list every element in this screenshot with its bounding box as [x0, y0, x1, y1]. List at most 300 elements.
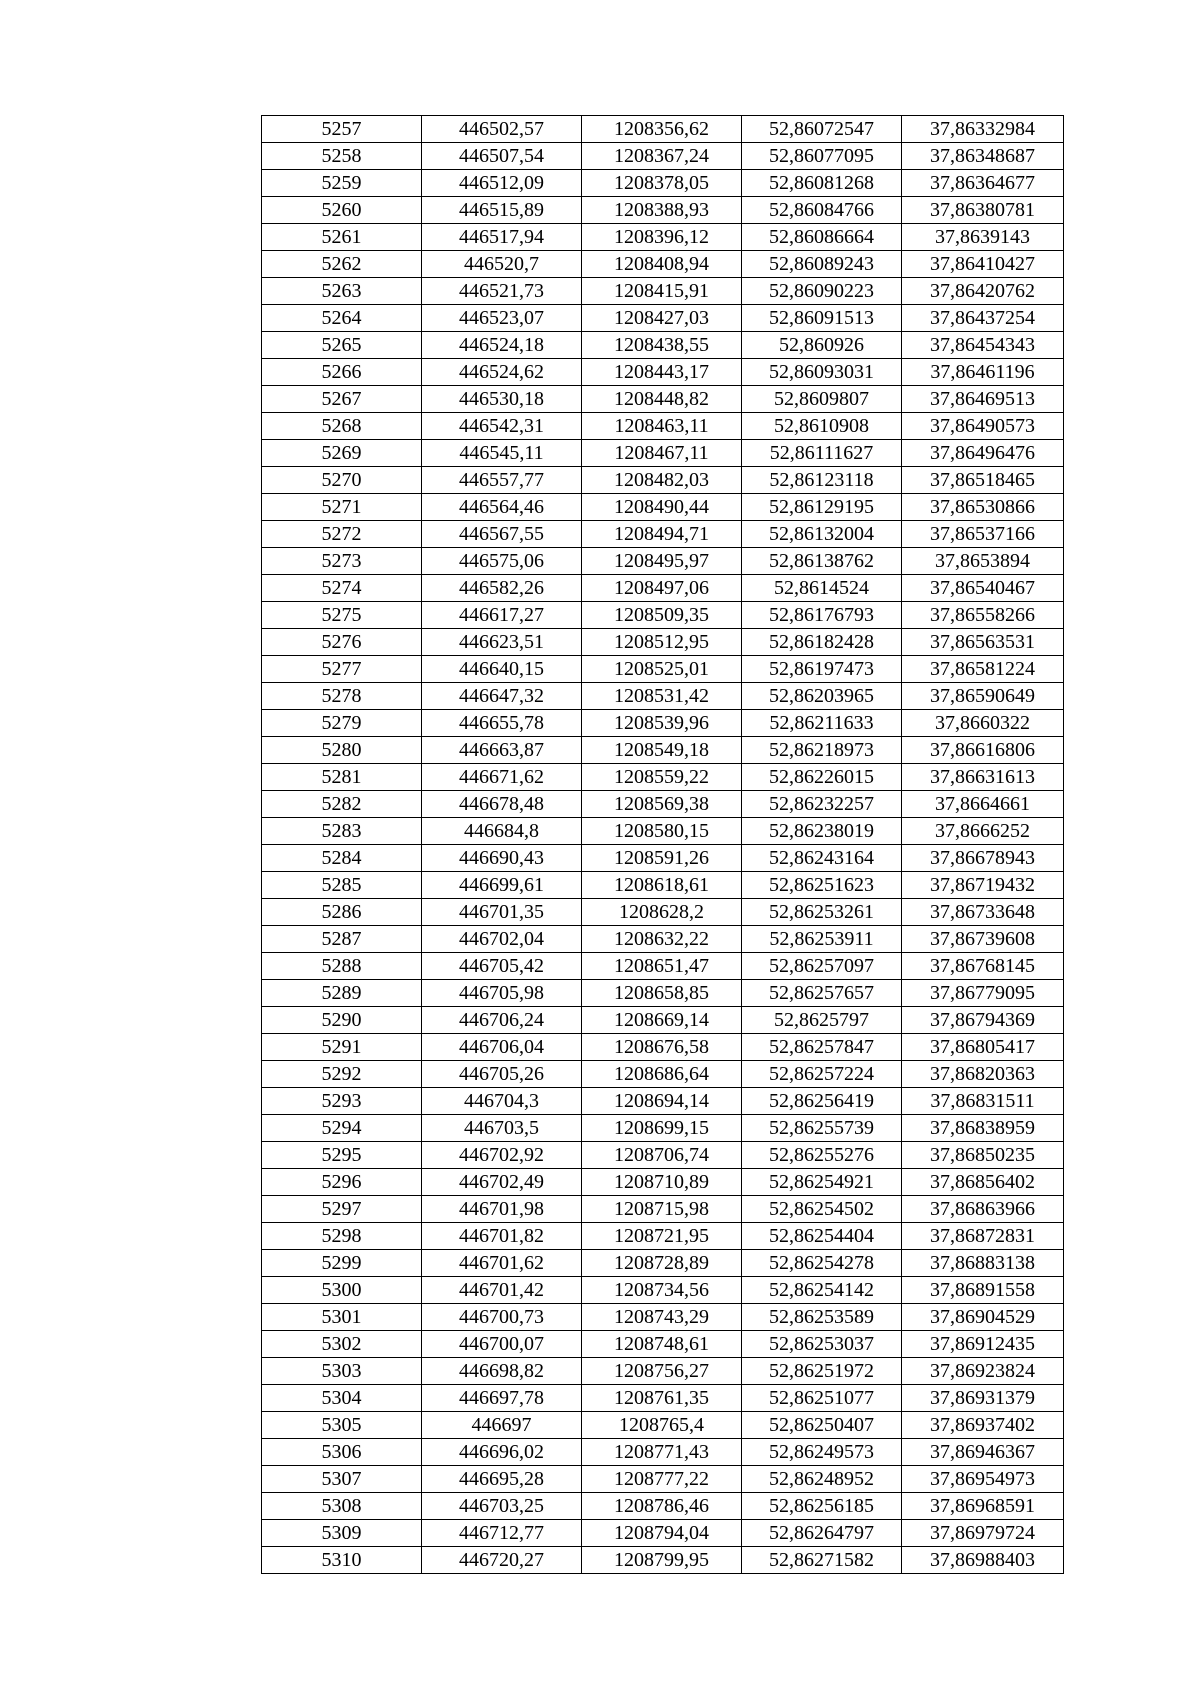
y-coordinate-cell: 1208706,74 [582, 1142, 742, 1169]
longitude-cell: 37,86364677 [902, 170, 1064, 197]
longitude-cell: 37,86461196 [902, 359, 1064, 386]
point-number-cell: 5306 [262, 1439, 422, 1466]
longitude-cell: 37,86850235 [902, 1142, 1064, 1169]
latitude-cell: 52,86203965 [742, 683, 902, 710]
x-coordinate-cell: 446512,09 [422, 170, 582, 197]
latitude-cell: 52,86249573 [742, 1439, 902, 1466]
x-coordinate-cell: 446701,62 [422, 1250, 582, 1277]
longitude-cell: 37,86805417 [902, 1034, 1064, 1061]
longitude-cell: 37,86678943 [902, 845, 1064, 872]
longitude-cell: 37,86490573 [902, 413, 1064, 440]
point-number-cell: 5259 [262, 170, 422, 197]
longitude-cell: 37,86437254 [902, 305, 1064, 332]
longitude-cell: 37,86872831 [902, 1223, 1064, 1250]
point-number-cell: 5260 [262, 197, 422, 224]
table-row [262, 521, 1064, 548]
latitude-cell: 52,86253911 [742, 926, 902, 953]
point-number-cell: 5276 [262, 629, 422, 656]
y-coordinate-cell: 1208756,27 [582, 1358, 742, 1385]
x-coordinate-cell: 446647,32 [422, 683, 582, 710]
latitude-cell: 52,86254502 [742, 1196, 902, 1223]
latitude-cell: 52,86256185 [742, 1493, 902, 1520]
table-row [262, 629, 1064, 656]
point-number-cell: 5305 [262, 1412, 422, 1439]
point-number-cell: 5257 [262, 116, 422, 143]
y-coordinate-cell: 1208559,22 [582, 764, 742, 791]
longitude-cell: 37,86779095 [902, 980, 1064, 1007]
longitude-cell: 37,86838959 [902, 1115, 1064, 1142]
x-coordinate-cell: 446701,82 [422, 1223, 582, 1250]
point-number-cell: 5301 [262, 1304, 422, 1331]
table-row [262, 1142, 1064, 1169]
longitude-cell: 37,86863966 [902, 1196, 1064, 1223]
latitude-cell: 52,86232257 [742, 791, 902, 818]
longitude-cell: 37,8660322 [902, 710, 1064, 737]
latitude-cell: 52,86254921 [742, 1169, 902, 1196]
y-coordinate-cell: 1208378,05 [582, 170, 742, 197]
table-row [262, 1061, 1064, 1088]
latitude-cell: 52,86251623 [742, 872, 902, 899]
table-row [262, 332, 1064, 359]
x-coordinate-cell: 446523,07 [422, 305, 582, 332]
y-coordinate-cell: 1208721,95 [582, 1223, 742, 1250]
point-number-cell: 5265 [262, 332, 422, 359]
table-row [262, 359, 1064, 386]
table-row [262, 818, 1064, 845]
x-coordinate-cell: 446704,3 [422, 1088, 582, 1115]
x-coordinate-cell: 446701,35 [422, 899, 582, 926]
y-coordinate-cell: 1208438,55 [582, 332, 742, 359]
x-coordinate-cell: 446502,57 [422, 116, 582, 143]
point-number-cell: 5279 [262, 710, 422, 737]
longitude-cell: 37,86719432 [902, 872, 1064, 899]
latitude-cell: 52,86271582 [742, 1547, 902, 1574]
x-coordinate-cell: 446671,62 [422, 764, 582, 791]
x-coordinate-cell: 446700,07 [422, 1331, 582, 1358]
point-number-cell: 5286 [262, 899, 422, 926]
y-coordinate-cell: 1208658,85 [582, 980, 742, 1007]
longitude-cell: 37,86518465 [902, 467, 1064, 494]
x-coordinate-cell: 446655,78 [422, 710, 582, 737]
point-number-cell: 5293 [262, 1088, 422, 1115]
y-coordinate-cell: 1208448,82 [582, 386, 742, 413]
point-number-cell: 5289 [262, 980, 422, 1007]
table-row [262, 1196, 1064, 1223]
y-coordinate-cell: 1208509,35 [582, 602, 742, 629]
table-row [262, 278, 1064, 305]
point-number-cell: 5269 [262, 440, 422, 467]
point-number-cell: 5275 [262, 602, 422, 629]
table-row [262, 1466, 1064, 1493]
table-row [262, 872, 1064, 899]
y-coordinate-cell: 1208710,89 [582, 1169, 742, 1196]
point-number-cell: 5264 [262, 305, 422, 332]
latitude-cell: 52,86256419 [742, 1088, 902, 1115]
y-coordinate-cell: 1208467,11 [582, 440, 742, 467]
point-number-cell: 5258 [262, 143, 422, 170]
point-number-cell: 5282 [262, 791, 422, 818]
table-row [262, 467, 1064, 494]
table-row [262, 1088, 1064, 1115]
x-coordinate-cell: 446623,51 [422, 629, 582, 656]
latitude-cell: 52,86250407 [742, 1412, 902, 1439]
x-coordinate-cell: 446515,89 [422, 197, 582, 224]
y-coordinate-cell: 1208512,95 [582, 629, 742, 656]
y-coordinate-cell: 1208494,71 [582, 521, 742, 548]
x-coordinate-cell: 446705,26 [422, 1061, 582, 1088]
point-number-cell: 5288 [262, 953, 422, 980]
x-coordinate-cell: 446530,18 [422, 386, 582, 413]
table-row [262, 1304, 1064, 1331]
point-number-cell: 5267 [262, 386, 422, 413]
table-row [262, 683, 1064, 710]
table-row [262, 1493, 1064, 1520]
table-row [262, 737, 1064, 764]
longitude-cell: 37,86820363 [902, 1061, 1064, 1088]
table-row [262, 413, 1064, 440]
longitude-cell: 37,8664661 [902, 791, 1064, 818]
longitude-cell: 37,8666252 [902, 818, 1064, 845]
y-coordinate-cell: 1208580,15 [582, 818, 742, 845]
x-coordinate-cell: 446507,54 [422, 143, 582, 170]
longitude-cell: 37,86768145 [902, 953, 1064, 980]
table-row [262, 494, 1064, 521]
point-number-cell: 5295 [262, 1142, 422, 1169]
longitude-cell: 37,86540467 [902, 575, 1064, 602]
longitude-cell: 37,86496476 [902, 440, 1064, 467]
longitude-cell: 37,86988403 [902, 1547, 1064, 1574]
point-number-cell: 5263 [262, 278, 422, 305]
longitude-cell: 37,86537166 [902, 521, 1064, 548]
x-coordinate-cell: 446575,06 [422, 548, 582, 575]
table-row [262, 224, 1064, 251]
longitude-cell: 37,86831511 [902, 1088, 1064, 1115]
latitude-cell: 52,86257224 [742, 1061, 902, 1088]
latitude-cell: 52,86089243 [742, 251, 902, 278]
longitude-cell: 37,86931379 [902, 1385, 1064, 1412]
x-coordinate-cell: 446703,25 [422, 1493, 582, 1520]
y-coordinate-cell: 1208628,2 [582, 899, 742, 926]
y-coordinate-cell: 1208799,95 [582, 1547, 742, 1574]
table-row [262, 1115, 1064, 1142]
x-coordinate-cell: 446698,82 [422, 1358, 582, 1385]
latitude-cell: 52,86182428 [742, 629, 902, 656]
latitude-cell: 52,8609807 [742, 386, 902, 413]
y-coordinate-cell: 1208531,42 [582, 683, 742, 710]
y-coordinate-cell: 1208728,89 [582, 1250, 742, 1277]
point-number-cell: 5281 [262, 764, 422, 791]
longitude-cell: 37,86923824 [902, 1358, 1064, 1385]
y-coordinate-cell: 1208490,44 [582, 494, 742, 521]
y-coordinate-cell: 1208443,17 [582, 359, 742, 386]
coordinates-table-body [262, 116, 1064, 1574]
table-row [262, 845, 1064, 872]
latitude-cell: 52,86138762 [742, 548, 902, 575]
point-number-cell: 5292 [262, 1061, 422, 1088]
table-row [262, 656, 1064, 683]
point-number-cell: 5309 [262, 1520, 422, 1547]
longitude-cell: 37,86739608 [902, 926, 1064, 953]
latitude-cell: 52,86243164 [742, 845, 902, 872]
longitude-cell: 37,86530866 [902, 494, 1064, 521]
y-coordinate-cell: 1208525,01 [582, 656, 742, 683]
x-coordinate-cell: 446678,48 [422, 791, 582, 818]
x-coordinate-cell: 446663,87 [422, 737, 582, 764]
table-row [262, 1358, 1064, 1385]
longitude-cell: 37,86794369 [902, 1007, 1064, 1034]
latitude-cell: 52,86072547 [742, 116, 902, 143]
longitude-cell: 37,86581224 [902, 656, 1064, 683]
latitude-cell: 52,86254404 [742, 1223, 902, 1250]
y-coordinate-cell: 1208495,97 [582, 548, 742, 575]
point-number-cell: 5297 [262, 1196, 422, 1223]
x-coordinate-cell: 446521,73 [422, 278, 582, 305]
x-coordinate-cell: 446520,7 [422, 251, 582, 278]
latitude-cell: 52,86255739 [742, 1115, 902, 1142]
latitude-cell: 52,86129195 [742, 494, 902, 521]
latitude-cell: 52,86264797 [742, 1520, 902, 1547]
y-coordinate-cell: 1208734,56 [582, 1277, 742, 1304]
table-row [262, 980, 1064, 1007]
y-coordinate-cell: 1208539,96 [582, 710, 742, 737]
point-number-cell: 5266 [262, 359, 422, 386]
y-coordinate-cell: 1208651,47 [582, 953, 742, 980]
point-number-cell: 5310 [262, 1547, 422, 1574]
latitude-cell: 52,86238019 [742, 818, 902, 845]
latitude-cell: 52,86257097 [742, 953, 902, 980]
latitude-cell: 52,8614524 [742, 575, 902, 602]
y-coordinate-cell: 1208771,43 [582, 1439, 742, 1466]
longitude-cell: 37,86968591 [902, 1493, 1064, 1520]
point-number-cell: 5307 [262, 1466, 422, 1493]
table-row [262, 926, 1064, 953]
longitude-cell: 37,86380781 [902, 197, 1064, 224]
x-coordinate-cell: 446705,42 [422, 953, 582, 980]
point-number-cell: 5298 [262, 1223, 422, 1250]
y-coordinate-cell: 1208396,12 [582, 224, 742, 251]
point-number-cell: 5296 [262, 1169, 422, 1196]
point-number-cell: 5300 [262, 1277, 422, 1304]
table-row [262, 899, 1064, 926]
x-coordinate-cell: 446524,62 [422, 359, 582, 386]
latitude-cell: 52,86253589 [742, 1304, 902, 1331]
y-coordinate-cell: 1208669,14 [582, 1007, 742, 1034]
table-row [262, 386, 1064, 413]
latitude-cell: 52,8610908 [742, 413, 902, 440]
x-coordinate-cell: 446706,24 [422, 1007, 582, 1034]
point-number-cell: 5262 [262, 251, 422, 278]
y-coordinate-cell: 1208388,93 [582, 197, 742, 224]
x-coordinate-cell: 446706,04 [422, 1034, 582, 1061]
y-coordinate-cell: 1208748,61 [582, 1331, 742, 1358]
y-coordinate-cell: 1208699,15 [582, 1115, 742, 1142]
latitude-cell: 52,86257657 [742, 980, 902, 1007]
longitude-cell: 37,86883138 [902, 1250, 1064, 1277]
x-coordinate-cell: 446705,98 [422, 980, 582, 1007]
longitude-cell: 37,86631613 [902, 764, 1064, 791]
y-coordinate-cell: 1208632,22 [582, 926, 742, 953]
latitude-cell: 52,86111627 [742, 440, 902, 467]
y-coordinate-cell: 1208427,03 [582, 305, 742, 332]
x-coordinate-cell: 446557,77 [422, 467, 582, 494]
x-coordinate-cell: 446697,78 [422, 1385, 582, 1412]
point-number-cell: 5291 [262, 1034, 422, 1061]
y-coordinate-cell: 1208591,26 [582, 845, 742, 872]
x-coordinate-cell: 446617,27 [422, 602, 582, 629]
latitude-cell: 52,86254278 [742, 1250, 902, 1277]
longitude-cell: 37,86946367 [902, 1439, 1064, 1466]
point-number-cell: 5277 [262, 656, 422, 683]
table-row [262, 548, 1064, 575]
longitude-cell: 37,86733648 [902, 899, 1064, 926]
table-row [262, 197, 1064, 224]
x-coordinate-cell: 446720,27 [422, 1547, 582, 1574]
table-row [262, 1277, 1064, 1304]
table-row [262, 764, 1064, 791]
table-row [262, 1439, 1064, 1466]
latitude-cell: 52,86254142 [742, 1277, 902, 1304]
table-row [262, 1034, 1064, 1061]
x-coordinate-cell: 446700,73 [422, 1304, 582, 1331]
point-number-cell: 5261 [262, 224, 422, 251]
latitude-cell: 52,86255276 [742, 1142, 902, 1169]
point-number-cell: 5299 [262, 1250, 422, 1277]
point-number-cell: 5290 [262, 1007, 422, 1034]
y-coordinate-cell: 1208569,38 [582, 791, 742, 818]
longitude-cell: 37,86410427 [902, 251, 1064, 278]
longitude-cell: 37,86616806 [902, 737, 1064, 764]
latitude-cell: 52,86253037 [742, 1331, 902, 1358]
latitude-cell: 52,86176793 [742, 602, 902, 629]
point-number-cell: 5285 [262, 872, 422, 899]
latitude-cell: 52,86084766 [742, 197, 902, 224]
point-number-cell: 5303 [262, 1358, 422, 1385]
longitude-cell: 37,86420762 [902, 278, 1064, 305]
latitude-cell: 52,86248952 [742, 1466, 902, 1493]
y-coordinate-cell: 1208715,98 [582, 1196, 742, 1223]
point-number-cell: 5287 [262, 926, 422, 953]
y-coordinate-cell: 1208549,18 [582, 737, 742, 764]
point-number-cell: 5280 [262, 737, 422, 764]
longitude-cell: 37,86891558 [902, 1277, 1064, 1304]
longitude-cell: 37,86937402 [902, 1412, 1064, 1439]
longitude-cell: 37,86904529 [902, 1304, 1064, 1331]
latitude-cell: 52,86132004 [742, 521, 902, 548]
table-row [262, 1223, 1064, 1250]
latitude-cell: 52,86091513 [742, 305, 902, 332]
table-row [262, 791, 1064, 818]
x-coordinate-cell: 446702,92 [422, 1142, 582, 1169]
table-row [262, 1520, 1064, 1547]
latitude-cell: 52,86081268 [742, 170, 902, 197]
y-coordinate-cell: 1208463,11 [582, 413, 742, 440]
y-coordinate-cell: 1208686,64 [582, 1061, 742, 1088]
point-number-cell: 5284 [262, 845, 422, 872]
y-coordinate-cell: 1208482,03 [582, 467, 742, 494]
point-number-cell: 5268 [262, 413, 422, 440]
latitude-cell: 52,86253261 [742, 899, 902, 926]
table-row [262, 710, 1064, 737]
y-coordinate-cell: 1208765,4 [582, 1412, 742, 1439]
longitude-cell: 37,86979724 [902, 1520, 1064, 1547]
longitude-cell: 37,86590649 [902, 683, 1064, 710]
longitude-cell: 37,86469513 [902, 386, 1064, 413]
y-coordinate-cell: 1208356,62 [582, 116, 742, 143]
point-number-cell: 5302 [262, 1331, 422, 1358]
latitude-cell: 52,86226015 [742, 764, 902, 791]
y-coordinate-cell: 1208794,04 [582, 1520, 742, 1547]
longitude-cell: 37,86332984 [902, 116, 1064, 143]
y-coordinate-cell: 1208676,58 [582, 1034, 742, 1061]
table-row [262, 1007, 1064, 1034]
latitude-cell: 52,86251972 [742, 1358, 902, 1385]
table-row [262, 305, 1064, 332]
x-coordinate-cell: 446695,28 [422, 1466, 582, 1493]
longitude-cell: 37,86454343 [902, 332, 1064, 359]
table-row [262, 170, 1064, 197]
longitude-cell: 37,86856402 [902, 1169, 1064, 1196]
table-row [262, 1385, 1064, 1412]
x-coordinate-cell: 446690,43 [422, 845, 582, 872]
table-row [262, 602, 1064, 629]
x-coordinate-cell: 446684,8 [422, 818, 582, 845]
latitude-cell: 52,86090223 [742, 278, 902, 305]
point-number-cell: 5270 [262, 467, 422, 494]
x-coordinate-cell: 446702,49 [422, 1169, 582, 1196]
y-coordinate-cell: 1208777,22 [582, 1466, 742, 1493]
table-row [262, 1169, 1064, 1196]
latitude-cell: 52,86093031 [742, 359, 902, 386]
coordinates-table [261, 115, 1064, 1574]
y-coordinate-cell: 1208694,14 [582, 1088, 742, 1115]
y-coordinate-cell: 1208367,24 [582, 143, 742, 170]
longitude-cell: 37,8653894 [902, 548, 1064, 575]
longitude-cell: 37,86954973 [902, 1466, 1064, 1493]
table-row [262, 440, 1064, 467]
x-coordinate-cell: 446564,46 [422, 494, 582, 521]
longitude-cell: 37,86563531 [902, 629, 1064, 656]
latitude-cell: 52,86086664 [742, 224, 902, 251]
x-coordinate-cell: 446524,18 [422, 332, 582, 359]
longitude-cell: 37,86912435 [902, 1331, 1064, 1358]
point-number-cell: 5272 [262, 521, 422, 548]
longitude-cell: 37,8639143 [902, 224, 1064, 251]
x-coordinate-cell: 446702,04 [422, 926, 582, 953]
longitude-cell: 37,86558266 [902, 602, 1064, 629]
y-coordinate-cell: 1208743,29 [582, 1304, 742, 1331]
table-row [262, 575, 1064, 602]
longitude-cell: 37,86348687 [902, 143, 1064, 170]
x-coordinate-cell: 446567,55 [422, 521, 582, 548]
x-coordinate-cell: 446545,11 [422, 440, 582, 467]
table-row [262, 251, 1064, 278]
y-coordinate-cell: 1208497,06 [582, 575, 742, 602]
point-number-cell: 5304 [262, 1385, 422, 1412]
x-coordinate-cell: 446542,31 [422, 413, 582, 440]
x-coordinate-cell: 446582,26 [422, 575, 582, 602]
x-coordinate-cell: 446701,42 [422, 1277, 582, 1304]
table-row [262, 953, 1064, 980]
x-coordinate-cell: 446701,98 [422, 1196, 582, 1223]
x-coordinate-cell: 446640,15 [422, 656, 582, 683]
point-number-cell: 5283 [262, 818, 422, 845]
x-coordinate-cell: 446517,94 [422, 224, 582, 251]
y-coordinate-cell: 1208761,35 [582, 1385, 742, 1412]
latitude-cell: 52,860926 [742, 332, 902, 359]
latitude-cell: 52,86197473 [742, 656, 902, 683]
x-coordinate-cell: 446703,5 [422, 1115, 582, 1142]
point-number-cell: 5278 [262, 683, 422, 710]
